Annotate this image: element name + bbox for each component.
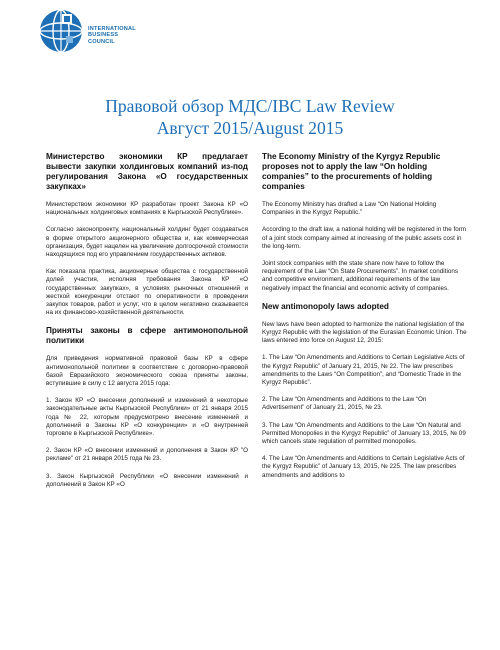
left-column <box>46 152 248 498</box>
logo-text <box>88 26 136 45</box>
right-paragraph-5: 1. The Law “On Amendments and Additions to Certain Legislative Acts of the Kyrgyz Republic” of January 21, 2015, № 22. The law prescribes amendments to the Laws “On Competition”, and “Domestic Trade in the Kyrgyz Republic”. <box>262 354 465 387</box>
right-paragraph-7: 3. The Law “On Amendments and Additions to the Law “On Natural and Permitted Monopolies in the Kyrgyz Republic” of January 13, 2015, № 09 which cancels state regulation of permitted monopolies. <box>262 421 466 446</box>
left-paragraph-7: 3. Закон Кыргызской Республики «О внесении изменений и дополнений в Закон КР «О <box>46 472 248 488</box>
left-paragraph-6: 2. Закон КР «О внесении изменений и дополнения в Закон КР "О рекламе" от 21 января 2015 года № 23. <box>46 447 248 463</box>
logo-line-2: BUSINESS <box>88 32 119 39</box>
page-title <box>0 95 500 139</box>
right-heading-2: New antimonopoly laws adopted <box>262 301 389 311</box>
left-heading-1: Министерство экономики КР предлагает вывести закупки холдинговых компаний из-под регулирования Закона «О государственных закупках» <box>46 152 248 191</box>
title-line-2: Август 2015/August 2015 <box>156 118 344 138</box>
right-paragraph-3: Joint stock companies with the state share now have to follow the requirement of the Law “On State Procurements”. In market conditions and competitive environment, additional requirements of the law negatively impact the financial and economic activity of companies. <box>262 260 458 292</box>
title-line-1: Правовой обзор МДС/IBC Law Review <box>105 96 395 116</box>
globe-logo-icon <box>38 8 84 54</box>
left-paragraph-3: Как показала практика, акционерные общества с государственной долей участия, исполняя требования Закона КР «О государственных закупках», в условиях рыночных отношений и жесткой конкуренции отстают по оперативности в проведении закупок товаров, работ и услуг, что в целом негативно сказывается на их финансово-хозяйственной деятельности. <box>46 268 248 317</box>
left-paragraph-2: Согласно законопроекту, национальный холдинг будет создаваться в форме открытого акционерного общества и, как коммерческая организация, будет нацелен на увеличение долгосрочной стоимости находящихся под его управлением государственных активов. <box>46 226 248 259</box>
header <box>38 8 238 56</box>
left-paragraph-1: Министерством экономики КР разработан проект Закона КР «О национальных холдинговых компаниях в Кыргызской Республике». <box>46 201 248 217</box>
right-paragraph-2: According to the draft law, a national holding will be registered in the form of a joint stock company aimed at increasing of the public assets cost in the long-term. <box>262 226 467 250</box>
right-paragraph-1: The Economy Ministry has drafted a Law “On National Holding Companies in the Kyrgyz Republic.” <box>262 201 437 217</box>
right-paragraph-8: 4. The Law “On Amendments and Additions to Certain Legislative Acts of the Kyrgyz Republic” of January 13, 2015, № 225. The law prescribes amendments and additions to <box>262 455 465 479</box>
left-heading-2: Приняты законы в сфере антимонопольной политики <box>46 326 248 346</box>
right-heading-1: The Economy Ministry of the Kyrgyz Republic proposes not to apply the law “On holding companies” to the procurements of holding companies <box>262 152 441 191</box>
logo-line-3: COUNCIL <box>88 38 115 45</box>
left-paragraph-4: Для приведения нормативной правовой базы КР в сфере антимонопольной политики в соответствие с договорно-правовой базой Евразийского экономического союза приняты законы, вступившие в силу с 12 августа 2015 года: <box>46 355 248 388</box>
right-column <box>262 152 468 489</box>
left-paragraph-5: 1. Закон КР «О внесении дополнений и изменений в некоторые законодательные акты Кыргызской Республики» от 21 января 2015 года № 22, которым предусмотрено внесение изменений и дополнений в Законы КР «О конкуренции» и «О внутренней торговле в Кыргызской Республике». <box>46 397 248 438</box>
right-paragraph-6: 2. The Law “On Amendments and Additions to the Law “On Advertisement” of January 21, 2015, № 23. <box>262 396 427 412</box>
logo-line-1: INTERNATIONAL <box>88 26 136 32</box>
right-paragraph-4: New laws have been adopted to harmonize the national legislation of the Kyrgyz Republic with the legislation of the Eurasian Economic Union. The laws entered into force on August 12, 2015: <box>262 320 467 345</box>
